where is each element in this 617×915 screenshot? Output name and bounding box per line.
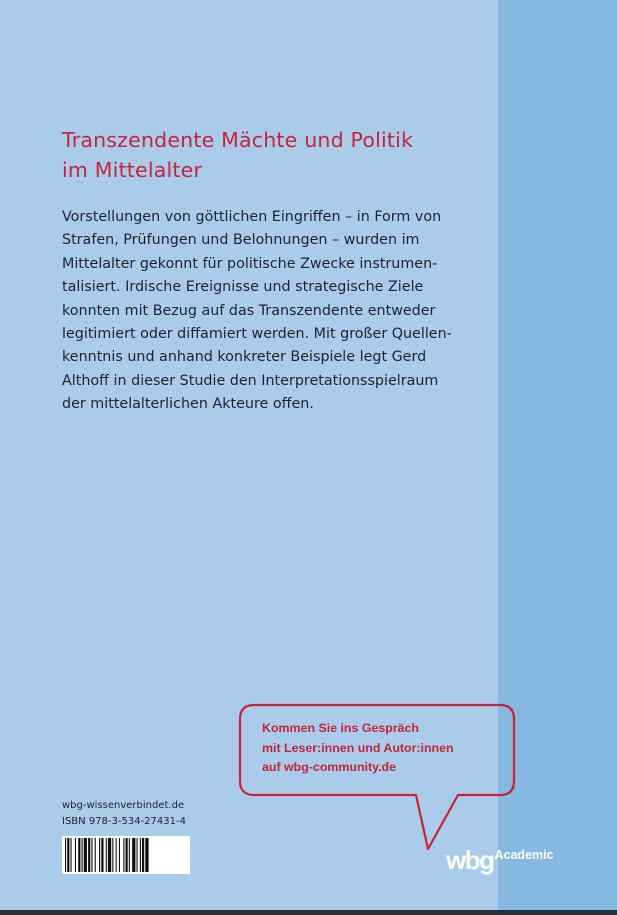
title-line: im Mittelalter — [62, 158, 203, 182]
blurb-line: der mittelalterlichen Akteure offen. — [62, 396, 314, 413]
book-title — [62, 125, 482, 185]
bubble-text — [262, 719, 512, 778]
blurb-line: Strafen, Prüfungen und Belohnungen – wurden im — [62, 232, 420, 249]
blurb-line: legitimiert oder diffamiert werden. Mit großer Quellen- — [62, 326, 452, 343]
logo-wbg: wbg — [446, 845, 494, 875]
bubble-line: auf wbg-community.de — [262, 760, 397, 774]
community-speech-bubble — [238, 703, 516, 795]
publisher-logo — [446, 846, 554, 880]
bottom-edge — [0, 910, 617, 915]
bubble-line: Kommen Sie ins Gespräch — [262, 721, 420, 735]
blurb-text — [62, 206, 482, 417]
publication-meta — [62, 798, 186, 829]
isbn: ISBN 978-3-534-27431-4 — [62, 815, 186, 827]
logo-academic: Academic — [494, 848, 554, 862]
blurb-line: Mittelalter gekonnt für politische Zwecke instrumen- — [62, 255, 438, 272]
blurb-line: talisiert. Irdische Ereignisse und strategische Ziele — [62, 279, 424, 296]
blurb-line: konnten mit Bezug auf das Transzendente entweder — [62, 302, 436, 319]
blurb-line: kenntnis und anhand konkreter Beispiele legt Gerd — [62, 349, 427, 366]
barcode — [62, 836, 190, 874]
publisher-website: wbg-wissenverbindet.de — [62, 800, 185, 811]
blurb-line: Vorstellungen von göttlichen Eingriffen – in Form von — [62, 209, 442, 225]
title-line: Transzendente Mächte und Politik — [62, 128, 414, 152]
barcode-icon — [62, 836, 190, 874]
bubble-line: mit Leser:innen und Autor:innen — [262, 740, 454, 755]
blurb-line: Althoff in dieser Studie den Interpretationsspielraum — [62, 372, 439, 389]
